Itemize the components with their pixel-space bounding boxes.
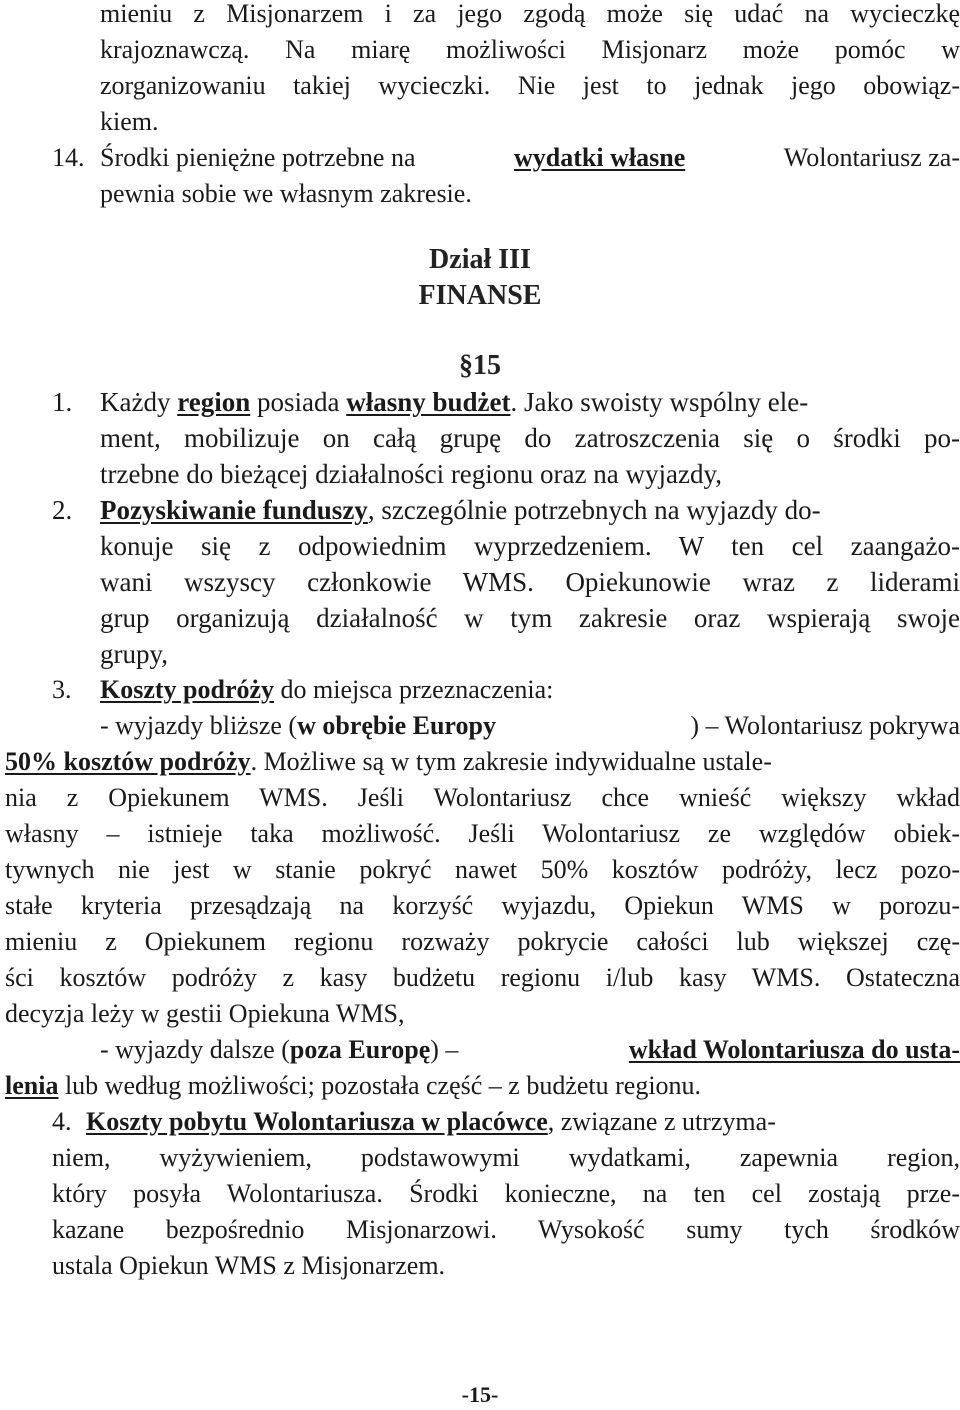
underlined-term: własny budżet (346, 387, 511, 417)
text-line: mieniu z Opiekunem regionu rozważy pokrycie całości lub większej czę- (5, 927, 960, 956)
text-line: pewnia sobie we własnym zakresie. (100, 179, 472, 208)
text-span: Środki pieniężne potrzebne na (100, 143, 416, 172)
underlined-term: region (177, 387, 251, 417)
item-number: 2. (52, 495, 73, 525)
text-span: - wyjazdy bliższe ( (100, 711, 298, 740)
text-span: , szczególnie potrzebnych na wyjazdy do- (367, 495, 821, 525)
text-line: grup organizują działalność w tym zakresie oraz wspierają swoje (100, 603, 960, 633)
section-number: Dział III (429, 244, 531, 275)
page-number: -15- (461, 1382, 499, 1407)
item-3-far-trips (100, 1032, 960, 1068)
text-line: własny – istnieje taka możliwość. Jeśli Wolontariusz ze względów obiek- (5, 819, 960, 848)
text-line: ment, mobilizuje on całą grupę do zatroszczenia się o środki po- (100, 423, 960, 453)
underlined-term: Pozyskiwanie funduszy (100, 495, 368, 525)
item-1-line (100, 384, 808, 420)
underlined-term: 50% kosztów podróży (5, 747, 251, 776)
text-line: grupy, (100, 639, 168, 669)
bold-term: poza Europę (289, 1035, 431, 1064)
text-line: trzebne do bieżącej działalności regionu oraz na wyjazdy, (100, 459, 722, 489)
text-span: , związane z utrzyma- (547, 1107, 776, 1136)
underlined-term: Koszty pobytu Wolontariusza w placówce (86, 1107, 548, 1136)
item-number: 4. (52, 1107, 72, 1136)
text-line: konuje się z odpowiednim wyprzedzeniem. W ten cel zaangażo- (100, 531, 960, 561)
item-number: 14. (52, 143, 85, 172)
item-3-line (100, 672, 553, 708)
text-line: ustala Opiekun WMS z Misjonarzem. (52, 1251, 446, 1280)
text-span: posiada (256, 387, 340, 417)
underlined-term: wydatki własne (514, 143, 686, 172)
underlined-term: lenia (5, 1071, 59, 1100)
underlined-term: Koszty podróży (100, 675, 275, 704)
text-line: wani wszyscy członkowie WMS. Opiekunowie wraz z liderami (100, 567, 960, 597)
text-span: - wyjazdy dalsze ( (100, 1035, 290, 1064)
text-line: krajoznawczą. Na miarę możliwości Misjonarz może pomóc w (100, 35, 960, 64)
text-line: który posyła Wolontariusza. Środki konieczne, na ten cel zostają prze- (52, 1179, 960, 1208)
bold-term: w obrębie Europy (297, 711, 496, 740)
item-2-line (100, 492, 821, 528)
text-line: mieniu z Misjonarzem i za jego zgodą może się udać na wycieczkę (100, 0, 960, 28)
text-line: kazane bezpośrednio Misjonarzowi. Wysokość sumy tych środków (52, 1215, 960, 1244)
text-line: niem, wyżywieniem, podstawowymi wydatkami, zapewnia region, (52, 1143, 960, 1172)
item-4-line (86, 1104, 776, 1140)
text-line: zorganizowaniu takiej wycieczki. Nie jest to jednak jego obowiąz- (100, 71, 960, 100)
text-span: . Jako swoisty wspólny ele- (510, 387, 809, 417)
text-span: Każdy (100, 387, 171, 417)
text-line: nia z Opiekunem WMS. Jeśli Wolontariusz chce wnieść większy wkład (5, 783, 960, 812)
underlined-term: wkład Wolontariusza do usta- (628, 1035, 960, 1064)
text-line: decyzja leży w gestii Opiekuna WMS, (5, 999, 405, 1028)
item-number: 3. (52, 675, 72, 704)
item-3-near-trips (100, 708, 960, 744)
text-line: ści kosztów podróży z kasy budżetu regionu i/lub kasy WMS. Ostateczna (5, 963, 960, 992)
section-title: FINANSE (418, 280, 542, 311)
item-number: 1. (52, 387, 73, 417)
text-span: do miejsca przeznaczenia: (280, 675, 554, 704)
paragraph-number: §15 (459, 350, 501, 381)
text-line: kiem. (100, 107, 159, 136)
text-line: stałe kryteria przesądzają na korzyść wyjazdu, Opiekun WMS w porozu- (5, 891, 960, 920)
text-line: tywnych nie jest w stanie pokryć nawet 50% kosztów podróży, lecz pozo- (5, 855, 960, 884)
text-span: ) – Wolontariusz pokrywa (690, 711, 960, 740)
text-span: . Możliwe są w tym zakresie indywidualne ustale- (250, 747, 772, 776)
text-span: lub według możliwości; pozostała część – z budżetu regionu. (64, 1071, 702, 1100)
item-3-line-b (5, 744, 772, 780)
text-span: ) – (430, 1035, 459, 1064)
item-14-line (100, 140, 960, 176)
item-3-line-d (5, 1068, 701, 1104)
text-span: Wolontariusz za- (783, 143, 960, 172)
